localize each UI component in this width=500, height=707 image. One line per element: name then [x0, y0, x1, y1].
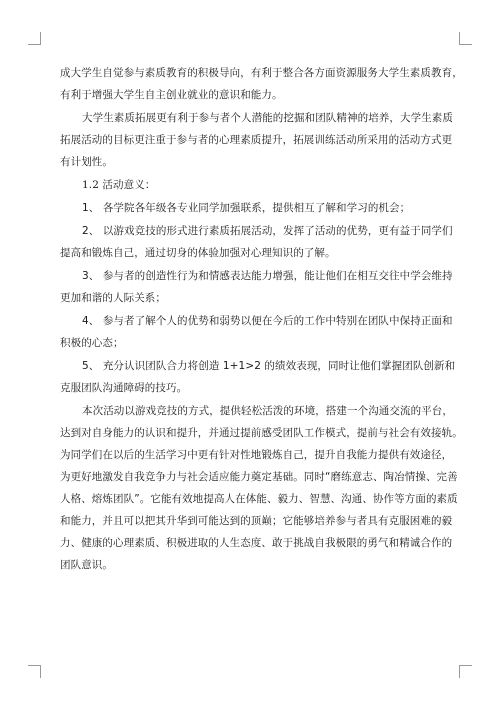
paragraph	[60, 404, 463, 572]
text-line: 3、 参与者的创造性行为和情感表达能力增强，能让他们在相互交往中学会维持	[82, 270, 453, 282]
crop-mark-bottom-left	[28, 665, 41, 678]
text-line: 提高和锻炼自己，通过切身的体验加强对心理知识的了解。	[60, 247, 336, 259]
list-item	[60, 359, 456, 395]
text-line: 有利于增强大学生自主创业就业的意识和能力。	[60, 89, 283, 101]
list-item	[60, 224, 453, 260]
text-line: 为同学们在以后的生活学习中更有针对性地锻炼自己，提升自我能力提供有效途径，	[60, 449, 453, 461]
text-line: 克服团队沟通障碍的技巧。	[60, 382, 188, 394]
list-item	[60, 314, 453, 350]
text-line: 更加和谐的人际关系；	[60, 292, 166, 304]
text-line: 4、 参与者了解个人的优势和弱势以便在今后的工作中特别在团队中保持正面和	[82, 315, 453, 327]
paragraph	[60, 66, 463, 102]
text-line: 有计划性。	[60, 156, 113, 168]
list-item	[60, 269, 453, 305]
text-line: 成大学生自觉参与素质教育的积极导向，有利于整合各方面资源服务大学生素质教育，	[60, 67, 463, 79]
text-line: 1、 各学院各年级各专业同学加强联系，提供相互了解和学习的机会；	[82, 202, 411, 214]
text-line: 人格、熔炼团队”。它能有效地提高人在体能、毅力、智慧、沟通、协作等方面的素质	[60, 493, 458, 505]
crop-mark-bottom-right	[459, 665, 472, 678]
paragraph	[60, 111, 453, 169]
text-line: 本次活动以游戏竞技的方式，提供轻松活泼的环境，搭建一个沟通交流的平台，	[82, 405, 453, 417]
text-line: 力、健康的心理素质、积极进取的人生态度、敢于挑战自我极限的勇气和精诚合作的	[60, 537, 453, 549]
crop-mark-top-right	[459, 32, 472, 45]
crop-mark-top-left	[28, 32, 41, 45]
text-line: 积极的心态；	[60, 337, 124, 349]
text-line: 大学生素质拓展更有利于参与者个人潜能的挖掘和团队精神的培养，大学生素质	[82, 112, 453, 124]
text-line: 2、 以游戏竞技的形式进行素质拓展活动，发挥了活动的优势，更有益于同学们	[82, 225, 453, 237]
list-item	[60, 201, 440, 215]
heading-text: 1.2 活动意义：	[82, 179, 156, 191]
text-line: 5、 充分认识团队合力将创造 1+1>2 的绩效表现，同时让他们掌握团队创新和	[82, 360, 456, 372]
section-heading	[60, 178, 440, 192]
text-line: 达到对自身能力的认识和提升，并通过提前感受团队工作模式，提前与社会有效接轨。	[60, 427, 463, 439]
document-body	[60, 66, 463, 572]
text-line: 拓展活动的目标更注重于参与者的心理素质提升，拓展训练活动所采用的活动方式更	[60, 134, 453, 146]
text-line: 为更好地激发自我竞争力与社会适应能力奠定基础。同时“磨练意志、陶冶情操、完善	[60, 471, 458, 483]
text-line: 和能力，并且可以把其升华到可能达到的顶巅；它能够培养参与者具有克服困难的毅	[60, 515, 453, 527]
text-line: 团队意识。	[60, 559, 113, 571]
